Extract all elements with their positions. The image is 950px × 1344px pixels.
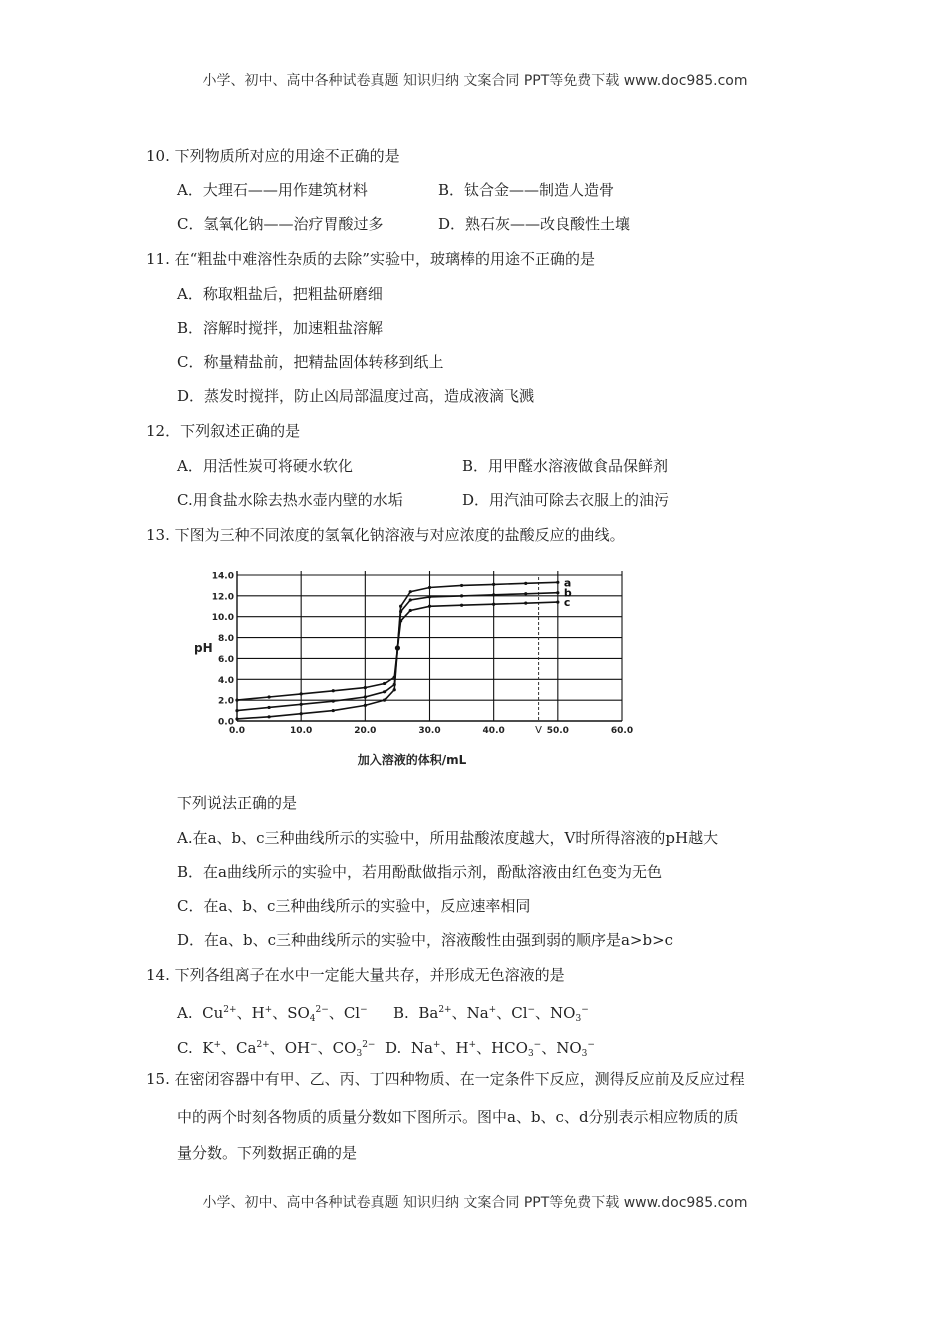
- q14-option-c: C. K+、$Ca^{2+}$、OH−、$CO_3^{2-}$: [177, 1039, 376, 1059]
- v-marker-label: V: [535, 725, 543, 736]
- series-label-a: a: [563, 576, 572, 590]
- y-tick-label: 14.0: [211, 571, 234, 582]
- q12-option-a: A．用活性炭可将硬水软化: [177, 457, 353, 475]
- data-point-a: [428, 586, 431, 589]
- data-point-b: [492, 593, 495, 596]
- page-footer: 小学、初中、高中各种试卷真题 知识归纳 文案合同 PPT等免费下载 www.doc985.com: [202, 1195, 748, 1211]
- x-tick-label: 0.0: [229, 726, 245, 736]
- data-point-b: [393, 683, 396, 686]
- data-point-b: [364, 695, 367, 698]
- q12-option-b: B．用甲醛水溶液做食品保鲜剂: [462, 457, 669, 475]
- data-point-c: [428, 605, 431, 608]
- q12-stem: 12．下列叙述正确的是: [146, 422, 301, 440]
- y-tick-label: 2.0: [218, 696, 234, 707]
- y-tick-label: 0.0: [218, 717, 234, 728]
- data-point-c: [364, 686, 367, 689]
- x-tick-label: 20.0: [354, 726, 377, 736]
- q15-line-1: 15. 在密闭容器中有甲、乙、丙、丁四种物质、在一定条件下反应，测得反应前及反应过程: [146, 1070, 745, 1088]
- y-axis-label: pH: [194, 641, 213, 655]
- q13-option-d: D．在a、b、c三种曲线所示的实验中，溶液酸性由强到弱的顺序是a>b>c: [177, 931, 674, 949]
- q13-question: 下列说法正确的是: [177, 794, 298, 812]
- data-point-b: [409, 598, 412, 601]
- q12-option-d: D．用汽油可除去衣服上的油污: [462, 491, 670, 509]
- data-point-a: [556, 581, 559, 584]
- q13-option-c: C．在a、b、c三种曲线所示的实验中，反应速率相同: [177, 897, 531, 915]
- y-tick-label: 8.0: [218, 634, 234, 645]
- q11-stem: 11. 在“粗盐中难溶性杂质的去除”实验中，玻璃棒的用途不正确的是: [146, 250, 595, 268]
- q15-line-2: 中的两个时刻各物质的质量分数如下图所示。图中a、b、c、d分别表示相应物质的质: [177, 1108, 739, 1126]
- q10-option-c: C．氢氧化钠——治疗胃酸过多: [177, 215, 384, 233]
- data-point-b: [235, 709, 238, 712]
- data-point-b: [556, 591, 559, 594]
- data-point-a: [267, 715, 270, 718]
- x-tick-labels: [229, 726, 633, 736]
- data-point-a: [383, 699, 386, 702]
- data-point-c: [235, 699, 238, 702]
- data-point-a: [460, 584, 463, 587]
- data-point-a: [409, 590, 412, 593]
- data-point-c: [267, 695, 270, 698]
- data-point-c: [300, 692, 303, 695]
- q14-option-b: B. $Ba^{2+}$、Na+、Cl−、$NO_3^-$: [393, 1004, 589, 1024]
- x-tick-label: 60.0: [610, 726, 634, 736]
- q11-option-d: D．蒸发时搅拌，防止凶局部温度过高，造成液滴飞溅: [177, 387, 535, 405]
- data-point-b: [267, 706, 270, 709]
- q10-option-b: B．钛合金——制造人造骨: [438, 181, 615, 199]
- data-point-a: [235, 717, 238, 720]
- q11-option-b: B．溶解时搅拌，加速粗盐溶解: [177, 319, 384, 337]
- titration-chart: [194, 560, 642, 774]
- data-point-b: [399, 610, 402, 613]
- q13-option-b: B．在a曲线所示的实验中，若用酚酞做指示剂，酚酞溶液由红色变为无色: [177, 863, 662, 881]
- series-label-c: c: [563, 596, 571, 610]
- y-tick-label: 6.0: [218, 654, 234, 665]
- q11-option-c: C．称量精盐前，把精盐固体转移到纸上: [177, 353, 444, 371]
- q10-option-d: D．熟石灰——改良酸性土壤: [438, 215, 631, 233]
- x-tick-label: 30.0: [418, 726, 441, 736]
- data-point-a: [399, 605, 402, 608]
- data-point-b: [524, 592, 527, 595]
- data-point-c: [409, 609, 412, 612]
- chart-series: [235, 576, 571, 720]
- q14-stem: 14. 下列各组离子在水中一定能大量共存，并形成无色溶液的是: [146, 966, 565, 984]
- data-point-a: [524, 582, 527, 585]
- data-point-c: [393, 676, 396, 679]
- data-point-b: [332, 700, 335, 703]
- data-point-b: [428, 595, 431, 598]
- x-tick-label: 40.0: [482, 726, 505, 736]
- data-point-a: [492, 583, 495, 586]
- y-tick-label: 10.0: [211, 613, 234, 624]
- data-point-c: [524, 602, 527, 605]
- q13-stem: 13. 下图为三种不同浓度的氢氧化钠溶液与对应浓度的盐酸反应的曲线。: [146, 526, 625, 544]
- data-point-a: [300, 712, 303, 715]
- y-tick-labels: [212, 572, 234, 728]
- q14-option-a: A. $Cu^{2+}$、H+、$SO_4^{2-}$、Cl−: [177, 1004, 368, 1024]
- y-tick-label: 4.0: [218, 675, 234, 686]
- page-header: 小学、初中、高中各种试卷真题 知识归纳 文案合同 PPT等免费下载 www.doc985.com: [202, 73, 748, 89]
- q11-option-a: A．称取粗盐后，把粗盐研磨细: [177, 285, 383, 303]
- q14-option-d: D. Na+、H+、$HCO_3^-$、$NO_3^-$: [385, 1039, 595, 1059]
- data-point-b: [460, 594, 463, 597]
- y-tick-label: 12.0: [211, 592, 234, 603]
- equivalence-point: [395, 645, 400, 650]
- data-point-b: [383, 690, 386, 693]
- x-tick-label: 50.0: [546, 726, 569, 736]
- data-point-c: [460, 604, 463, 607]
- q12-option-c: C.用食盐水除去热水壶内壁的水垢: [177, 491, 403, 509]
- data-point-c: [492, 603, 495, 606]
- q15-line-3: 量分数。下列数据正确的是: [177, 1144, 358, 1162]
- data-point-a: [393, 688, 396, 691]
- series-label-b: b: [563, 586, 572, 600]
- q10-stem: 10. 下列物质所对应的用途不正确的是: [146, 147, 400, 165]
- data-point-c: [399, 619, 402, 622]
- q13-option-a: A.在a、b、c三种曲线所示的实验中，所用盐酸浓度越大，V时所得溶液的pH越大: [177, 829, 719, 847]
- data-point-c: [383, 682, 386, 685]
- data-point-a: [364, 704, 367, 707]
- q10-option-a: A．大理石——用作建筑材料: [177, 181, 368, 199]
- data-point-c: [332, 689, 335, 692]
- data-point-b: [300, 703, 303, 706]
- data-point-c: [556, 601, 559, 604]
- x-tick-label: 10.0: [290, 726, 313, 736]
- x-axis-label: 加入溶液的体积/mL: [357, 753, 467, 767]
- data-point-a: [332, 709, 335, 712]
